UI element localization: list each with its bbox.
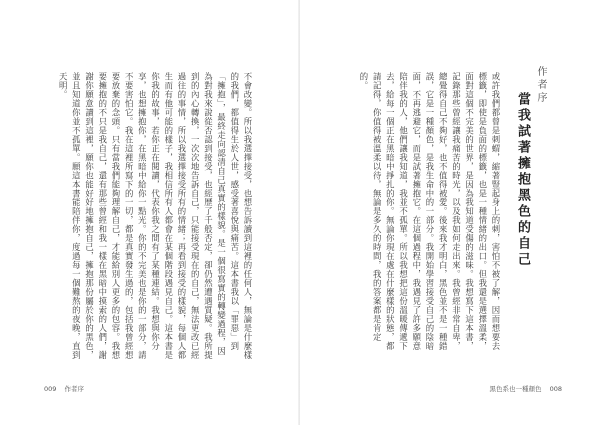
left-page-body-text: 不會改變。所以我選擇接受，也想告訴讀到這裡的任何人，無論是什麼樣的我們，都值得生於人世，感受著喜悅與痛苦。這本書我以「罪惡」到「擁抱」，最終走向認清自己真實的樣貌。是一個很寫實的轉變過程，因為對我來說從否認到接受，也經歷了千般否定，卻仍然遭遇質疑。我所提到的內心轉換，一次次地告訴自己，只能接受現在的自己，無法更改已經過往的事情，所以我選擇接受所有的情緒；再看到接受的樣貌，每個人都生而有他可能的樣子，我相信所有人都會在某個階段遇見自己。這本書是你我的故事，若你正在閱讀，代表你我之間有了某種連結。我想與你分享，也想擁抱你，在黑暗中給你一點光。你的不完美也是你的一部分，請不要害怕它。我在這裡所寫下的一切，都是真實發生過的，包括我曾經想要放棄的念頭。只有當我們能夠理解自己，才能給別人更多的包容。我想要擁抱的不只是我自己，還有那些曾經和我一樣在黑暗中摸索的人們，謝謝你願意讀到這裡，願你也能好好地擁抱自己，擁抱那份屬於你的黑色，並且知道你並不孤單。願這本書能陪伴你，度過每一個難熬的夜晚，直到天明。 (58, 72, 253, 360)
right-page-body-text: 或許我們都曾是刺蝟，縮著豎起身上的刺，害怕不被了解，因而想要去標籤，即使是負面的標籤，也是一種情緒的出口。但我還是選擇溫柔，面對這個不完美的世界，是因為我知道受傷的滋味。我想寫下這本書，記錄那些曾經讓我痛苦的時光，以及我如何走出來。我曾經非常自卑，總覺得自己不夠好，也不值得被愛。後來我才明白，黑色並不是一種錯誤，它是一種顏色，是我生命中的一部分。我開始學習接受自己的陰暗面，不再逃避它，而是試著擁抱它。在這個過程中，我遇見了許多願意陪伴我的人，他們讓我知道，我並不孤單。所以我想把這份溫暖傳遞下去，給每一個正在黑暗中掙扎的你。無論你現在處在什麼樣的狀態，都請記得，你值得被溫柔以待，無論是多久的時間，我的答案都是肯定的。 (358, 72, 501, 351)
right-page-footer (490, 384, 563, 393)
left-running-head: 作者序 (64, 385, 84, 393)
left-page-footer (44, 384, 84, 393)
chapter-title: 當我試著擁抱黑色的自己 (515, 92, 530, 268)
right-running-head: 黑色系也一種顏色 (489, 385, 542, 393)
chapter-label: 作者序 (535, 66, 546, 105)
right-page-number: 008 (549, 385, 562, 393)
left-page-number: 009 (44, 385, 57, 393)
